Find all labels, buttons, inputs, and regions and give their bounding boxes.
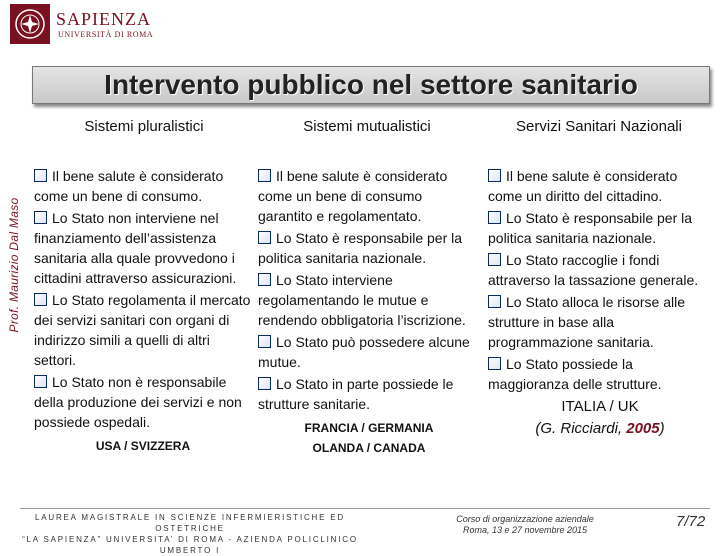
checkbox-bullet-icon: [258, 335, 271, 348]
countries-mutualistici-line2: OLANDA / CANADA: [312, 441, 426, 455]
logo-subtitle: UNIVERSITÀ DI ROMA: [58, 30, 154, 39]
column-mutualistici: [258, 166, 480, 458]
footer-right-line1: Corso di organizzazione aziendale: [456, 514, 594, 524]
citation-year: 2005: [626, 420, 660, 437]
university-logo: [10, 4, 154, 46]
checkbox-bullet-icon: [488, 253, 501, 266]
list-item: Lo Stato non è responsabile della produzione dei servizi e non possiede ospedali.: [34, 374, 242, 430]
page-title: Intervento pubblico nel settore sanitario: [104, 69, 638, 100]
checkbox-bullet-icon: [488, 211, 501, 224]
checkbox-bullet-icon: [34, 375, 47, 388]
footer-right-line2: Roma, 13 e 27 novembre 2015: [462, 525, 588, 535]
title-bar: [32, 66, 710, 104]
footer-course-info: [20, 512, 360, 555]
logo-name: SAPIENZA: [56, 9, 152, 29]
checkbox-bullet-icon: [258, 377, 271, 390]
footer-left-line2: “LA SAPIENZA” UNIVERSITA’ DI ROMA - AZIENDA POLICLINICO UMBERTO I: [22, 535, 358, 555]
list-item: Lo Stato in parte possiede le strutture sanitarie.: [258, 376, 454, 412]
list-item: Lo Stato è responsabile per la politica sanitaria nazionale.: [258, 230, 463, 266]
footer-date-info: [420, 514, 630, 536]
checkbox-bullet-icon: [258, 169, 271, 182]
list-item: Il bene salute è considerato come un diritto del cittadino.: [488, 168, 678, 204]
footer-divider: [20, 508, 710, 509]
checkbox-bullet-icon: [488, 295, 501, 308]
countries-mutualistici-line1: FRANCIA / GERMANIA: [304, 421, 434, 435]
list-item: Lo Stato interviene regolamentando le mutue e rendendo obbligatoria l’iscrizione.: [258, 272, 466, 328]
citation: (G. Ricciardi, 2005): [535, 420, 665, 437]
list-item: Lo Stato possiede la maggioranza delle strutture.: [488, 356, 662, 392]
checkbox-bullet-icon: [258, 273, 271, 286]
list-item: Lo Stato non interviene nel finanziamento dell’assistenza sanitaria alla quale provvedono i cittadini attraverso assicurazioni.: [34, 210, 237, 286]
checkbox-bullet-icon: [258, 231, 271, 244]
column-heading-mutualistici: Sistemi mutualistici: [303, 118, 431, 135]
list-item: Il bene salute è considerato come un bene di consumo garantito e regolamentato.: [258, 168, 448, 224]
footer-left-line1: LAUREA MAGISTRALE IN SCIENZE INFERMIERISTICHE ED OSTETRICHE: [35, 513, 345, 533]
checkbox-bullet-icon: [488, 169, 501, 182]
side-credit-text: Prof. Maurizio Dal Maso: [7, 197, 21, 333]
column-heading-pluralistici: Sistemi pluralistici: [84, 118, 204, 135]
list-item: Lo Stato è responsabile per la politica sanitaria nazionale.: [488, 210, 693, 246]
column-ssn: [488, 166, 712, 440]
list-item: Lo Stato regolamenta il mercato dei servizi sanitari con organi di indirizzo simili a quelli di altri settori.: [34, 292, 251, 368]
list-item: Lo Stato può possedere alcune mutue.: [258, 334, 470, 370]
list-item: Lo Stato raccoglie i fondi attraverso la tassazione generale.: [488, 252, 699, 288]
checkbox-bullet-icon: [488, 357, 501, 370]
column-pluralistici: [34, 166, 252, 456]
checkbox-bullet-icon: [34, 293, 47, 306]
checkbox-bullet-icon: [34, 211, 47, 224]
countries-ssn: ITALIA / UK: [561, 398, 639, 415]
checkbox-bullet-icon: [34, 169, 47, 182]
university-seal-icon: [10, 4, 50, 44]
column-heading-ssn: Servizi Sanitari Nazionali: [516, 118, 682, 135]
list-item: Il bene salute è considerato come un bene di consumo.: [34, 168, 224, 204]
page-number: 7/72: [676, 513, 706, 530]
countries-pluralistici: USA / SVIZZERA: [95, 439, 191, 453]
list-item: Lo Stato alloca le risorse alle strutture in base alla programmazione sanitaria.: [488, 294, 685, 350]
side-credit: [2, 190, 26, 340]
